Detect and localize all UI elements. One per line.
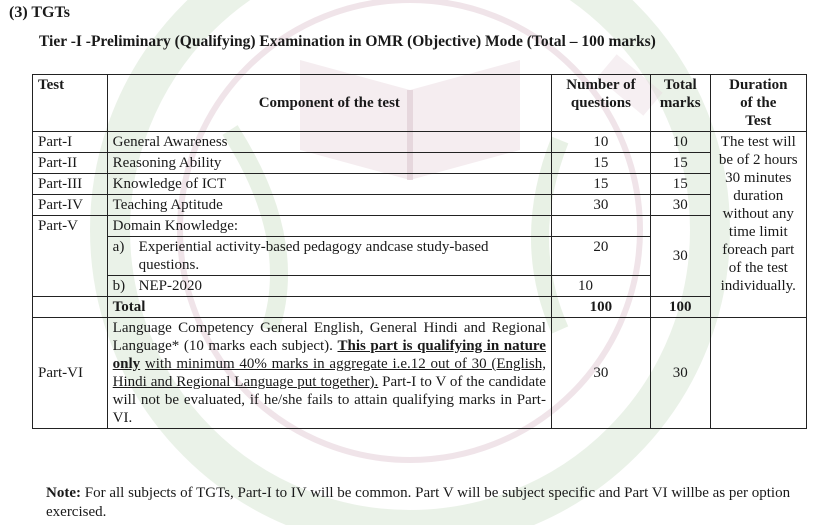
table-header-row: [33, 75, 807, 132]
table-row: [33, 318, 807, 429]
part-label: Part-I: [33, 132, 108, 153]
part-label: Part-III: [33, 174, 108, 195]
marks-value: 10: [650, 132, 710, 153]
note-label: Note:: [46, 485, 81, 501]
header-duration: Duration of the Test: [710, 75, 806, 132]
header-component: Component of the test: [107, 75, 551, 132]
note: [46, 484, 796, 522]
exam-pattern-table: [32, 74, 807, 429]
exam-title: Tier -I -Preliminary (Qualifying) Examination in OMR (Objective) Mode (Total – 100 marks): [39, 33, 656, 50]
note-text: For all subjects of TGTs, Part-I to IV will be common. Part V will be subject specific and Part VI willbe as per option exercised.: [46, 485, 791, 520]
header-num-questions: Number of questions: [551, 75, 650, 132]
total-marks: 100: [650, 297, 710, 318]
part-label: Part-II: [33, 153, 108, 174]
header-test: Test: [33, 75, 108, 132]
component-label: Teaching Aptitude: [107, 195, 551, 216]
part-label: Part-IV: [33, 195, 108, 216]
component-label: General Awareness: [107, 132, 551, 153]
component-label: Reasoning Ability: [107, 153, 551, 174]
questions-value: 10: [551, 276, 650, 297]
total-label: Total: [107, 297, 551, 318]
questions-value: 30: [551, 195, 650, 216]
questions-value: 20: [551, 237, 650, 276]
questions-value: 15: [551, 153, 650, 174]
component-subitem: a) Experiential activity-based pedagogy andcase study-based questions.: [107, 237, 551, 276]
part-label: Part-V: [33, 216, 108, 297]
marks-value: 30: [650, 195, 710, 216]
table-row: [33, 195, 807, 216]
marks-value: 30: [650, 216, 710, 297]
total-questions: 100: [551, 297, 650, 318]
component-description: Language Competency General English, General Hindi and Regional Language* (10 marks each subject). This part is qualifying in nature only with minimum 40% marks in aggregate i.e.12 out of 30 (English, Hindi and Regional Language put together). Part-I to V of the candidate will not be evaluated, if he/she fails to attain qualifying marks in Part-VI.: [107, 318, 551, 429]
marks-value: 15: [650, 174, 710, 195]
marks-value: 30: [650, 318, 710, 429]
questions-value: 10: [551, 132, 650, 153]
component-subitem: b) NEP-2020: [107, 276, 551, 297]
table-row: [33, 132, 807, 153]
questions-value: 15: [551, 174, 650, 195]
component-label: Knowledge of ICT: [107, 174, 551, 195]
section-title: (3) TGTs: [9, 4, 70, 21]
component-label: Domain Knowledge:: [107, 216, 551, 237]
marks-value: 15: [650, 153, 710, 174]
table-row: [33, 153, 807, 174]
part-label: Part-VI: [33, 318, 108, 429]
total-row: [33, 297, 807, 318]
table-row: [33, 174, 807, 195]
table-row: [33, 216, 807, 237]
header-total-marks: Total marks: [650, 75, 710, 132]
duration-cell: The test will be of 2 hours 30 minutes duration without any time limit foreach part of the test individually.: [710, 132, 806, 318]
questions-value: 30: [551, 318, 650, 429]
